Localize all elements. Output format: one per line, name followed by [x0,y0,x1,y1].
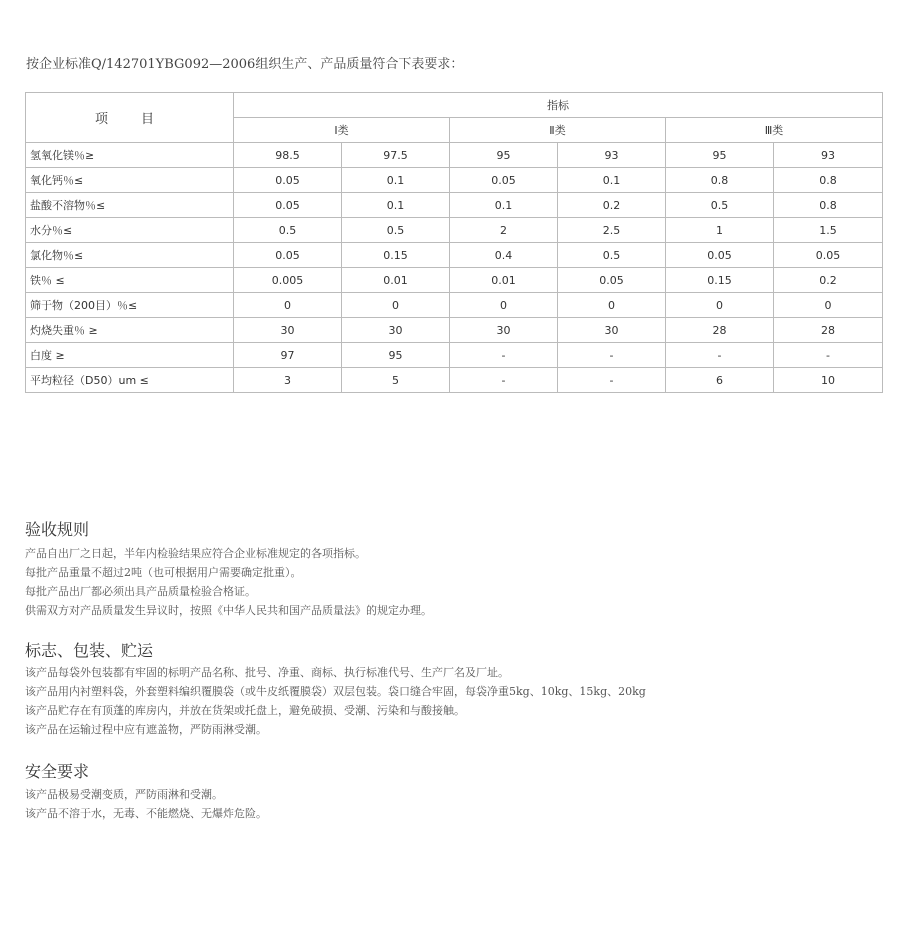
text-line: 供需双方对产品质量发生异议时，按照《中华人民共和国产品质量法》的规定办理。 [25,604,432,617]
table-cell: 6 [666,368,774,393]
row-label: 氧化钙％≤ [26,168,234,193]
table-cell: - [666,343,774,368]
table-row [26,243,883,268]
table-cell: 0.01 [342,268,450,293]
table-cell: 0 [666,293,774,318]
table-cell: 2 [450,218,558,243]
table-cell: 0.05 [774,243,883,268]
table-cell: 1.5 [774,218,883,243]
text-line: 产品自出厂之日起，半年内检验结果应符合企业标准规定的各项指标。 [25,547,366,560]
table-row [26,293,883,318]
table-cell: - [558,368,666,393]
row-label: 氯化物％≤ [26,243,234,268]
table-cell: 95 [342,343,450,368]
table-cell: 0.4 [450,243,558,268]
row-label: 筛于物（200目）％≤ [26,293,234,318]
table-cell: 30 [342,318,450,343]
table-cell: 0.1 [342,168,450,193]
text-line: 该产品极易受潮变质，严防雨淋和受潮。 [25,788,223,801]
table-cell: 0.1 [450,193,558,218]
section-title-safety: 安全要求 [25,762,90,781]
text-line: 该产品在运输过程中应有遮盖物，严防雨淋受潮。 [25,723,267,736]
table-cell: 0.15 [342,243,450,268]
table-cell: 0.05 [234,243,342,268]
table-row [26,368,883,393]
table-cell: 0.05 [558,268,666,293]
table-cell: 0 [342,293,450,318]
row-label: 白度 ≥ [26,343,234,368]
text-line: 该产品不溶于水，无毒、不能燃烧、无爆炸危险。 [25,807,267,820]
table-cell: 3 [234,368,342,393]
table-cell: 2.5 [558,218,666,243]
table-cell: 0 [774,293,883,318]
text-line: 该产品用内衬塑料袋，外套塑料编织覆膜袋（或牛皮纸覆膜袋）双层包装。袋口缝合牢固，每袋净重5kg、10kg、15kg、20kg [25,685,646,698]
table-cell: 95 [666,143,774,168]
table-cell: - [558,343,666,368]
row-label: 盐酸不溶物％≤ [26,193,234,218]
table-cell: 98.5 [234,143,342,168]
table-cell: 0.005 [234,268,342,293]
table-cell: 0.8 [666,168,774,193]
row-label: 灼烧失重％ ≥ [26,318,234,343]
row-label: 平均粒径（D50）um ≤ [26,368,234,393]
table-cell: 0.5 [666,193,774,218]
table-cell: 0.2 [774,268,883,293]
table-cell: 30 [450,318,558,343]
table-cell: 5 [342,368,450,393]
item-header: 项 目 [26,93,234,143]
table-cell: 0.5 [234,218,342,243]
section-body-acceptance [25,544,432,620]
table-cell: 0.01 [450,268,558,293]
index-header: 指标 [234,93,883,118]
table-row [26,143,883,168]
table-cell: 0.2 [558,193,666,218]
text-line: 每批产品重量不超过2吨（也可根据用户需要确定批重）。 [25,566,302,579]
section-title-packaging: 标志、包装、贮运 [25,641,154,660]
table-cell: 28 [666,318,774,343]
section-body-safety [25,785,267,823]
table-cell: 0.5 [342,218,450,243]
table-cell: 0.05 [666,243,774,268]
table-cell: 0.05 [234,193,342,218]
table-cell: 0.15 [666,268,774,293]
row-label: 铁％ ≤ [26,268,234,293]
table-cell: 0.05 [234,168,342,193]
table-cell: 93 [558,143,666,168]
table-cell: 30 [558,318,666,343]
table-cell: 0.8 [774,168,883,193]
table-cell: - [774,343,883,368]
table-cell: 0 [450,293,558,318]
table-cell: 97.5 [342,143,450,168]
table-row [26,318,883,343]
spec-table [25,92,883,393]
section-title-acceptance: 验收规则 [25,520,90,539]
table-cell: 0 [558,293,666,318]
spec-table-body [26,143,883,393]
table-cell: 1 [666,218,774,243]
class-3-header: Ⅲ类 [666,118,883,143]
table-cell: 0.1 [558,168,666,193]
table-cell: 0.5 [558,243,666,268]
class-1-header: Ⅰ类 [234,118,450,143]
row-label: 氢氧化镁％≥ [26,143,234,168]
class-2-header: Ⅱ类 [450,118,666,143]
table-cell: 30 [234,318,342,343]
table-row [26,343,883,368]
text-line: 每批产品出厂都必须出具产品质量检验合格证。 [25,585,256,598]
table-cell: 0.1 [342,193,450,218]
text-line: 该产品每袋外包装都有牢固的标明产品名称、批号、净重、商标、执行标准代号、生产厂名及厂址。 [25,666,509,679]
table-cell: 97 [234,343,342,368]
text-line: 该产品贮存在有顶蓬的库房内，并放在货架或托盘上，避免破损、受潮、污染和与酸接触。 [25,704,465,717]
intro-text: 按企业标准Q/142701YBG092—2006组织生产、产品质量符合下表要求： [26,57,464,72]
row-label: 水分％≤ [26,218,234,243]
table-cell: 93 [774,143,883,168]
table-cell: 10 [774,368,883,393]
table-row [26,168,883,193]
table-cell: 95 [450,143,558,168]
table-row [26,268,883,293]
table-row [26,193,883,218]
table-cell: 28 [774,318,883,343]
section-body-packaging [25,663,646,739]
table-cell: 0 [234,293,342,318]
table-cell: 0.8 [774,193,883,218]
table-cell: - [450,343,558,368]
table-row [26,218,883,243]
table-cell: 0.05 [450,168,558,193]
table-cell: - [450,368,558,393]
